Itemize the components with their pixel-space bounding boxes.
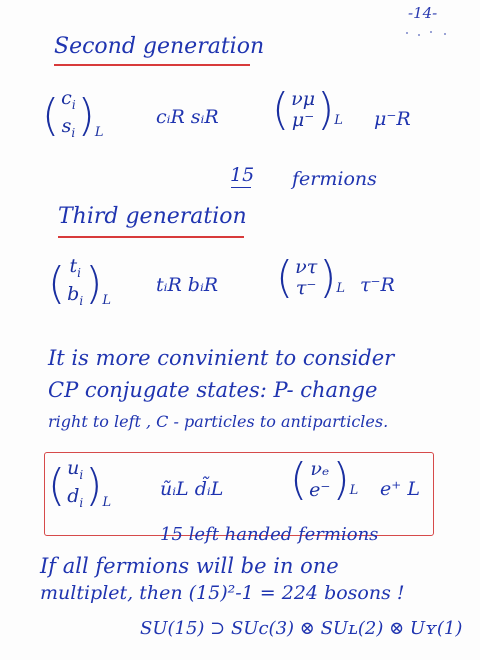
boxed-quark-doublet <box>48 458 111 514</box>
left-paren: ( <box>48 257 66 309</box>
ink-speck <box>418 34 420 36</box>
count-label: fermions <box>292 168 377 190</box>
closing-equation: SU(15) ⊃ SUc(3) ⊗ SUʟ(2) ⊗ Uʏ(1) <box>140 618 463 639</box>
doublet-bottom: $b_i$ <box>67 282 84 308</box>
doublet-top: νₑ <box>310 458 330 480</box>
third-quark-doublet <box>48 256 111 312</box>
right-paren: ) <box>85 459 103 511</box>
ink-speck <box>430 31 432 33</box>
third-quark-singlets: tᵢR bᵢR <box>156 274 219 296</box>
left-paren: ( <box>42 89 60 141</box>
doublet-top: ντ <box>295 256 318 278</box>
doublet-top: $t_i$ <box>69 255 81 280</box>
doublet-stack <box>59 88 78 144</box>
chirality-label: L <box>94 124 104 140</box>
second-generation-heading: Second generation <box>54 34 265 59</box>
doublet-stack <box>293 257 319 299</box>
left-paren: ( <box>290 454 308 505</box>
third-lepton-singlet: τ⁻R <box>360 274 395 296</box>
second-lepton-singlet: μ⁻R <box>374 108 411 130</box>
doublet-stack <box>65 256 85 312</box>
closing-line-1: If all fermions will be in one <box>40 554 339 578</box>
third-generation-heading: Third generation <box>58 204 247 229</box>
chirality-label: L <box>334 113 343 128</box>
doublet-stack <box>65 458 85 514</box>
boxed-lepton-doublet <box>290 454 359 505</box>
doublet-bottom: $s_i$ <box>61 114 76 140</box>
page-number: -14- <box>408 4 438 22</box>
right-paren: ) <box>319 252 337 303</box>
boxed-conjugates: ũᵢL d̃ᵢL <box>160 478 224 500</box>
doublet-bottom: e⁻ <box>309 479 331 501</box>
second-lepton-doublet <box>272 84 343 135</box>
chirality-label: L <box>102 292 111 308</box>
left-paren: ( <box>48 459 66 511</box>
doublet-bottom: $d_i$ <box>67 484 84 510</box>
boxed-positron: e⁺ L <box>380 478 420 500</box>
chirality-label: L <box>349 483 359 498</box>
second-quark-doublet <box>42 88 103 144</box>
left-paren: ( <box>276 252 294 303</box>
count-number: 15 <box>230 164 255 186</box>
right-paren: ) <box>77 89 95 141</box>
paragraph-line-1: It is more convinient to consider <box>48 346 395 370</box>
ink-speck <box>406 32 408 34</box>
doublet-bottom: μ⁻ <box>291 109 315 131</box>
chirality-label: L <box>336 281 346 296</box>
doublet-stack <box>307 459 332 501</box>
heading-underline <box>58 236 244 238</box>
right-paren: ) <box>85 257 103 309</box>
paragraph-line-3: right to left , C - particles to antiparticles. <box>48 412 389 431</box>
boxed-caption: 15 left handed fermions <box>160 524 379 545</box>
closing-line-2: multiplet, then (15)²-1 = 224 bosons ! <box>40 582 405 604</box>
left-paren: ( <box>272 84 290 135</box>
paragraph-line-2: CP conjugate states: P- change <box>48 378 378 402</box>
ink-speck <box>444 33 446 35</box>
right-paren: ) <box>317 84 335 135</box>
doublet-top: $c_i$ <box>61 87 76 112</box>
doublet-stack <box>289 89 317 131</box>
chirality-label: L <box>102 494 112 510</box>
third-lepton-doublet <box>276 252 346 303</box>
doublet-top: νμ <box>291 88 316 110</box>
heading-underline <box>54 64 250 66</box>
doublet-bottom: τ⁻ <box>295 277 317 299</box>
right-paren: ) <box>332 454 350 505</box>
second-quark-singlets: cᵢR sᵢR <box>156 106 219 128</box>
count-underline <box>231 187 251 188</box>
doublet-top: $u_i$ <box>67 457 84 482</box>
